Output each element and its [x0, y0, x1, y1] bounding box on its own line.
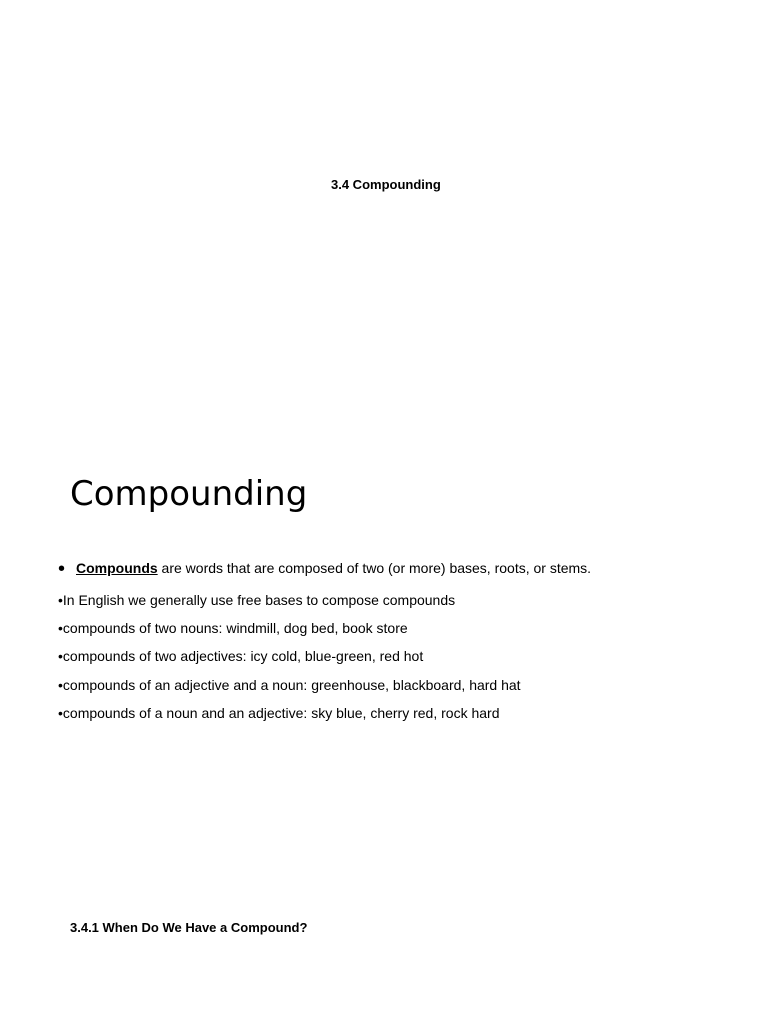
intro-definition: are words that are composed of two (or more) bases, roots, or stems.: [157, 560, 592, 576]
bullet-item-free-bases: •In English we generally use free bases to compose compounds: [58, 592, 456, 608]
intro-bullet-row: [58, 558, 591, 581]
bullet-item-two-adjectives: •compounds of two adjectives: icy cold, blue-green, red hot: [58, 648, 424, 664]
bullet-marker: •: [58, 558, 66, 580]
slide-title: Compounding: [70, 474, 308, 514]
subsection-heading: 3.4.1 When Do We Have a Compound?: [70, 920, 308, 935]
section-heading: 3.4 Compounding: [331, 177, 441, 192]
compounds-term: Compounds: [76, 560, 158, 576]
bullet-item-adjective-noun: •compounds of an adjective and a noun: greenhouse, blackboard, hard hat: [58, 677, 521, 693]
bullet-item-noun-adjective: •compounds of a noun and an adjective: sky blue, cherry red, rock hard: [58, 705, 500, 721]
bullet-item-two-nouns: •compounds of two nouns: windmill, dog bed, book store: [58, 620, 408, 636]
